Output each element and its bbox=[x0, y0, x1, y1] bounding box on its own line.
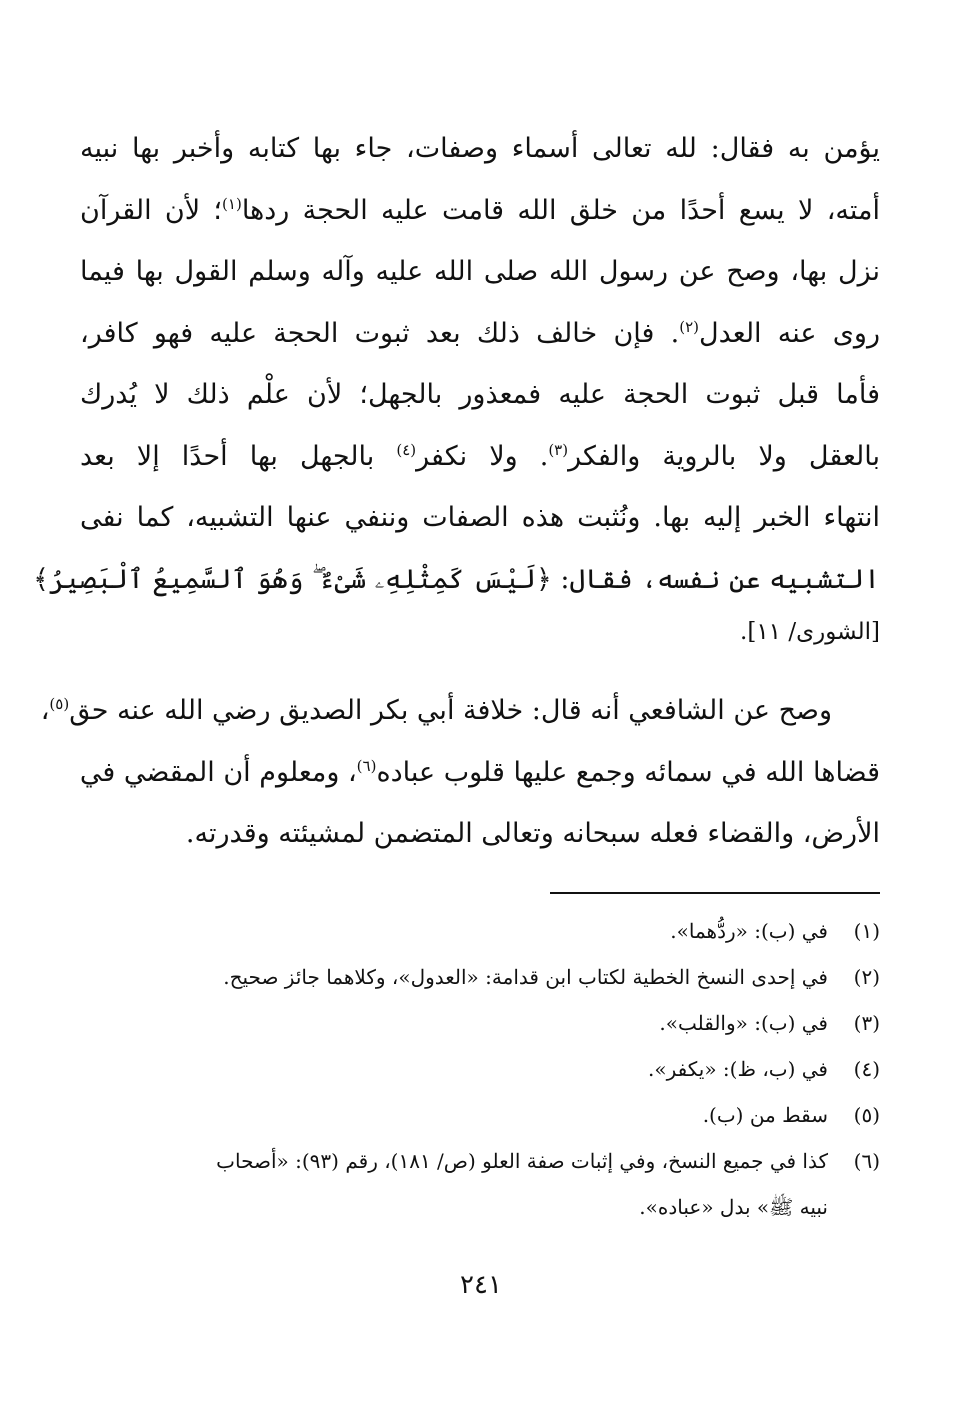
footnote-marker: (٣) bbox=[548, 440, 569, 459]
footnote-item bbox=[80, 908, 880, 954]
footnote-text: في (ب): «ردُّهما». bbox=[670, 919, 828, 943]
footnote-text: سقط من (ب). bbox=[702, 1103, 828, 1127]
footnote-item bbox=[80, 1092, 880, 1138]
footnote-text: في إحدى النسخ الخطية لكتاب ابن قدامة: «العدول»، وكلاهما جائز صحيح. bbox=[223, 965, 828, 989]
text-span: . فإن خالف ذلك بعد ثبوت الحجة عليه فهو كافر، bbox=[80, 317, 680, 349]
text-line bbox=[80, 803, 880, 865]
text-span: يؤمن به فقال: لله تعالى أسماء وصفات، جاء بها كتابه وأخبر بها نبيه bbox=[80, 133, 880, 164]
text-line bbox=[40, 680, 880, 742]
footnote-divider bbox=[550, 892, 880, 894]
footnote-text: كذا في جميع النسخ، وفي إثبات صفة العلو (ص/ ١٨١)، رقم (٩٣): «أصحاب bbox=[216, 1149, 828, 1173]
footnote-number: (٥) bbox=[853, 1103, 880, 1127]
text-line bbox=[80, 742, 880, 804]
text-span: أمته، لا يسع أحدًا من خلق الله قامت عليه الحجة ردها bbox=[241, 194, 880, 226]
text-span: التشبيه عن نفسه، فقال: ﴿لَيْسَ كَمِثْلِهِۦ شَىْءٌ ۖ وَهُوَ ٱلسَّمِيعُ ٱلْبَصِيرُ﴾ bbox=[33, 563, 880, 595]
text-line bbox=[80, 180, 880, 242]
footnote-text: في (ب، ظ): «يكفر». bbox=[647, 1057, 828, 1081]
quran-reference bbox=[80, 610, 880, 654]
footnote-number: (٣) bbox=[853, 1011, 880, 1035]
footnote-item bbox=[80, 1000, 880, 1046]
text-span: ، bbox=[40, 695, 50, 726]
paragraph-1 bbox=[33, 118, 880, 654]
footnote-item bbox=[80, 1138, 880, 1184]
text-span: بالعقل ولا بالروية والفكر bbox=[568, 440, 880, 472]
footnotes bbox=[80, 908, 880, 1230]
main-text bbox=[33, 118, 880, 865]
text-span: . ولا نكفر bbox=[416, 440, 549, 472]
text-line bbox=[80, 364, 880, 426]
footnote-marker: (١) bbox=[222, 194, 242, 213]
text-span: فأما قبل ثبوت الحجة عليه فمعذور بالجهل؛ لأن علْم ذلك لا يُدرك bbox=[80, 379, 880, 410]
text-span: قضاها الله في سمائه وجمع عليها قلوب عباده bbox=[376, 756, 880, 788]
text-span: ، ومعلوم أن المقضي في bbox=[79, 756, 357, 788]
text-span: نزل بها، وصح عن رسول الله صلى الله عليه وآله وسلم القول بها فيما bbox=[80, 256, 880, 287]
footnote-text: نبيه ﷺ» بدل «عباده». bbox=[639, 1195, 828, 1219]
footnote-item bbox=[80, 1046, 880, 1092]
footnote-marker: (٢) bbox=[679, 317, 700, 336]
text-line bbox=[80, 118, 880, 180]
footnote-marker: (٥) bbox=[49, 695, 70, 713]
footnote-number: (٦) bbox=[853, 1149, 880, 1173]
footnote-number: (١) bbox=[853, 919, 880, 943]
footnote-number: (٤) bbox=[853, 1057, 880, 1081]
quran-line bbox=[33, 549, 880, 611]
text-span: [الشورى/ ١١]. bbox=[740, 619, 880, 645]
footnote-number: (٢) bbox=[853, 965, 880, 989]
page-number: ٢٤١ bbox=[460, 1270, 502, 1300]
footnote-text: في (ب): «والقلب». bbox=[659, 1011, 828, 1035]
footnote-item bbox=[80, 954, 880, 1000]
footnote-number-spacer bbox=[828, 1184, 880, 1230]
text-line bbox=[80, 487, 880, 549]
text-span: انتهاء الخبر إليه بها. ونُثبت هذه الصفات وننفي عنها التشبيه، كما نفى bbox=[80, 502, 880, 533]
text-span: الأرض، والقضاء فعله سبحانه وتعالى المتضمن لمشيئته وقدرته. bbox=[185, 818, 880, 849]
footnote-marker: (٤) bbox=[396, 440, 417, 459]
text-line bbox=[80, 303, 880, 365]
text-span: ؛ لأن القرآن bbox=[80, 194, 223, 226]
footnote-item-continuation bbox=[80, 1184, 880, 1230]
paragraph-2 bbox=[40, 680, 880, 865]
text-span: روى عنه العدل bbox=[699, 317, 880, 349]
text-span: وصح عن الشافعي أنه قال: خلافة أبي بكر الصديق رضي الله عنه حق bbox=[69, 695, 832, 726]
text-span: بالجهل بها أحدًا إلا بعد bbox=[80, 440, 397, 472]
text-line bbox=[80, 426, 880, 488]
footnote-marker: (٦) bbox=[356, 756, 377, 775]
text-line bbox=[80, 241, 880, 303]
